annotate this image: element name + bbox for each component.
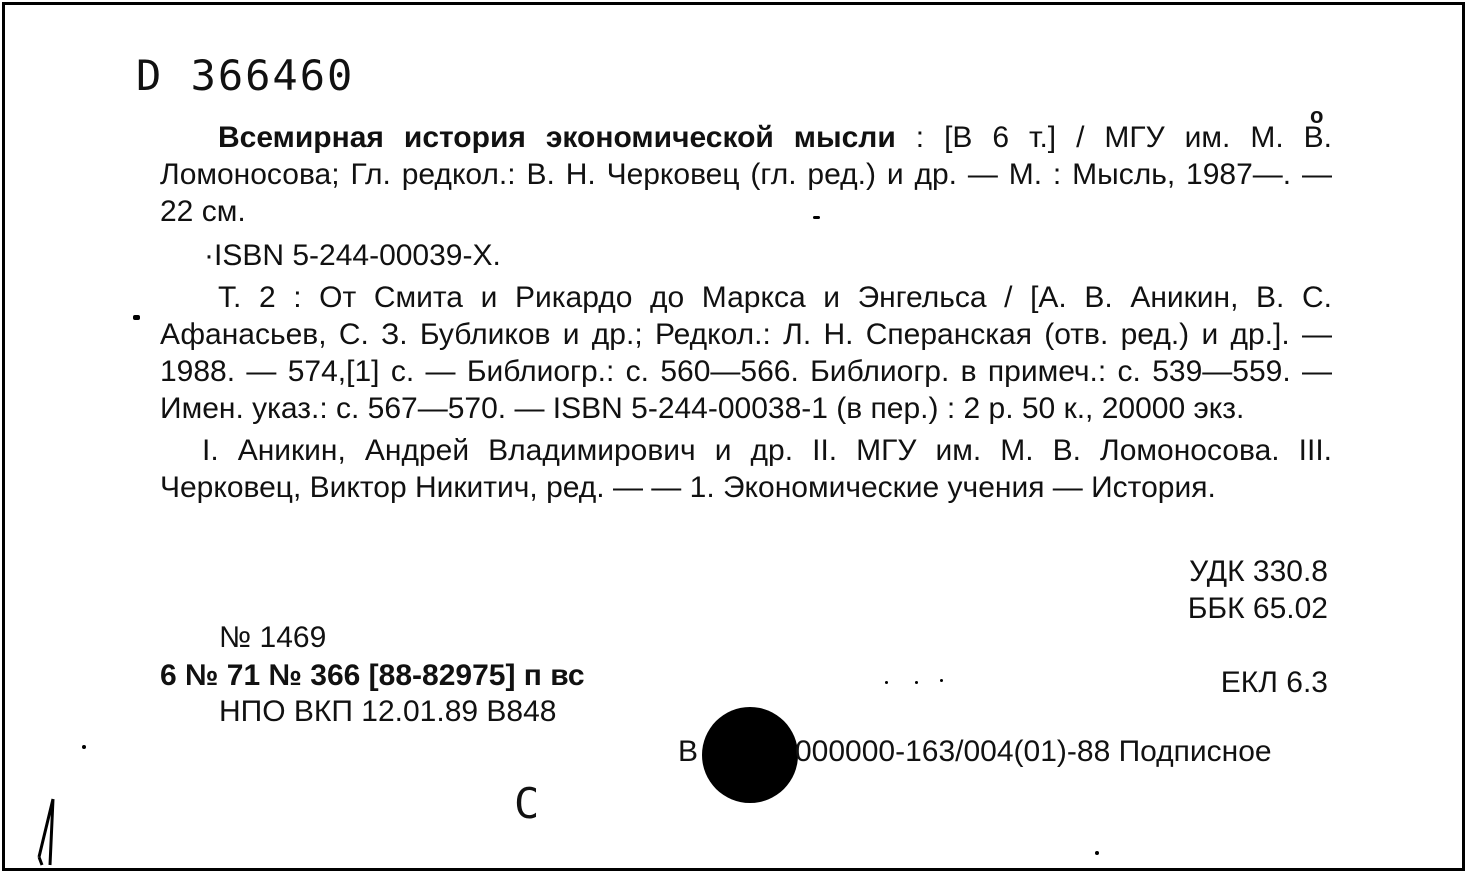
speck: [1095, 851, 1099, 855]
corner-mark: o: [1310, 103, 1324, 128]
printer-line: НПО ВКП 12.01.89 В848: [219, 695, 557, 728]
main-entry: [160, 119, 1332, 230]
main-title: Всемирная история экономической мысли: [218, 121, 896, 154]
volume-description: Т. 2 : От Смита и Рикардо до Маркса и Энгельса / [А. В. Аникин, В. С. Афанасьев, С. З. Бубликов и др.; Редкол.: Л. Н. Сперанская (отв. ред.) и др.]. — 1988. — 574,[1] с. — Библиогр.: с. 560—566. Библиогр. в примеч.: с. 539—559. — Имен. указ.: с. 567—570. — ISBN 5-244-00038-1 (в пер.) : 2 р. 50 к., 20000 экз.: [160, 281, 1332, 425]
speck: [813, 216, 820, 219]
ink-blot: [702, 707, 798, 803]
speck: [940, 679, 943, 682]
card-number: № 1469: [219, 621, 327, 654]
speck: [915, 681, 918, 684]
tracings: I. Аникин, Андрей Владимирович и др. II. МГУ им. М. В. Ломоносова. III. Черковец, Виктор Никитич, ред. — — 1. Экономические учения — История.: [160, 434, 1332, 504]
bibliographic-description: [160, 119, 1332, 506]
bbk-code: ББК 65.02: [1187, 592, 1328, 625]
udk-code: УДК 330.8: [1189, 555, 1328, 588]
main-entry-rest: : [В 6 т.] / МГУ им. М. В. Ломоносова; Гл. редкол.: В. Н. Черковец (гл. ред.) и др. — М. : Мысль, 1987—. — 22 см.: [160, 121, 1332, 228]
ekl-code: ЕКЛ 6.3: [1220, 666, 1328, 699]
set-isbn: ·ISBN 5-244-00039-X.: [204, 239, 501, 272]
shelf-mark: D 366460: [136, 51, 355, 100]
order-line: 6 № 71 № 366 [88-82975] п вс: [160, 659, 585, 692]
publisher-code: 000000-163/004(01)-88 Подписное: [795, 735, 1272, 768]
speck: [82, 745, 86, 749]
speck: [133, 315, 140, 320]
catalog-card: [2, 2, 1465, 871]
handwritten-mark: [33, 795, 63, 867]
code-prefix: В: [678, 735, 699, 768]
speck: [885, 681, 888, 684]
letter-mark: С: [514, 779, 540, 828]
